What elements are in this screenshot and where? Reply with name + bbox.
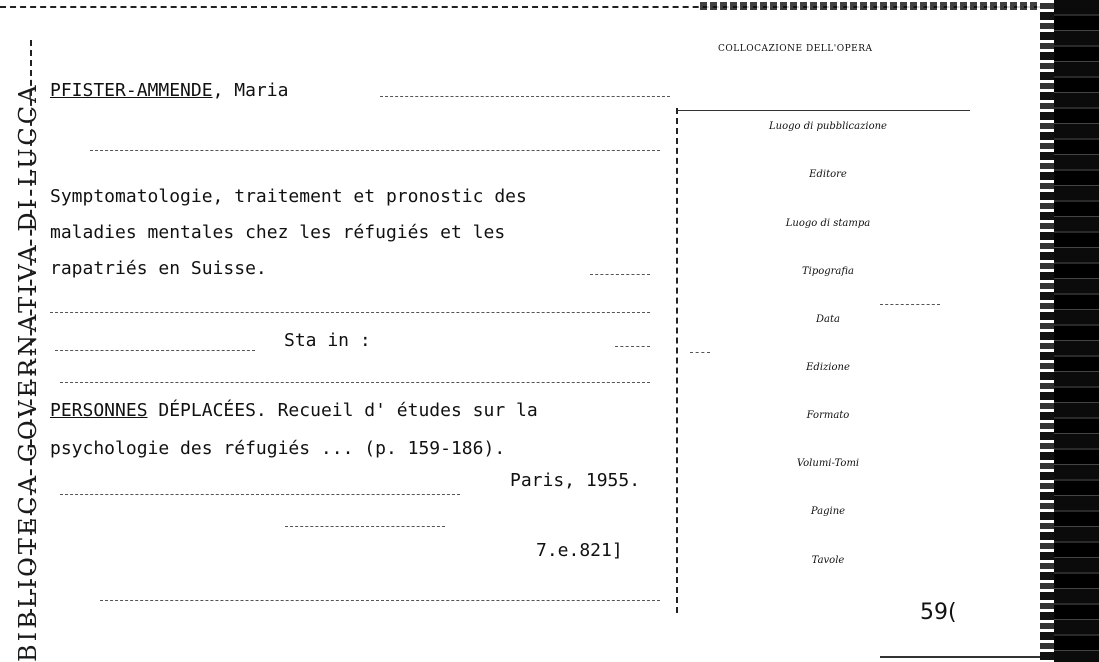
source-end-dash bbox=[60, 494, 460, 495]
shelfmark: 7.e.821] bbox=[536, 540, 623, 561]
fields-column-rule bbox=[676, 108, 678, 613]
source-place-date: Paris, 1955. bbox=[510, 470, 641, 491]
blank-dash-1 bbox=[90, 150, 660, 151]
title-line-2: maladies mentales chez les réfugiés et les bbox=[50, 222, 506, 243]
blank-dash-5 bbox=[100, 600, 660, 601]
author-surname: PFISTER-AMMENDE bbox=[50, 80, 213, 101]
library-stamp: BIBLIOTECA GOVERNATIVA DI LUCCA bbox=[14, 82, 42, 662]
sta-in-dash-right bbox=[615, 346, 650, 347]
field-volumes: Volumi-Tomi bbox=[796, 458, 860, 469]
card-right-edge-texture bbox=[1040, 0, 1054, 662]
sta-in-dash-left bbox=[55, 350, 255, 351]
source-title-rest: DÉPLACÉES. Recueil d' études sur la bbox=[147, 400, 538, 421]
blank-dash-3 bbox=[60, 382, 650, 383]
field-place-of-printing: Luogo di stampa bbox=[785, 218, 871, 229]
field-format: Formato bbox=[806, 410, 850, 421]
sta-in-label: Sta in : bbox=[284, 330, 371, 351]
author-first-name: , Maria bbox=[212, 80, 289, 101]
author-line bbox=[50, 80, 288, 101]
source-title-line-2: psychologie des réfugiés ... (p. 159-186). bbox=[50, 438, 506, 459]
field-pages: Pagine bbox=[810, 506, 846, 517]
blank-dash-2 bbox=[50, 312, 650, 313]
blank-dash-4 bbox=[285, 526, 445, 527]
card-top-scan-noise bbox=[700, 2, 1040, 10]
source-title-underlined: PERSONNES bbox=[50, 400, 148, 421]
field-dash-2 bbox=[690, 352, 710, 353]
field-edition: Edizione bbox=[806, 362, 850, 373]
card-bottom-edge bbox=[880, 656, 1040, 658]
field-place-of-publication: Luogo di pubblicazione bbox=[769, 121, 887, 132]
card-number: 59( bbox=[920, 600, 957, 625]
author-dash bbox=[380, 96, 670, 97]
source-title-line-1 bbox=[50, 400, 538, 421]
field-publisher: Editore bbox=[809, 169, 847, 180]
field-printer: Tipografia bbox=[801, 266, 855, 277]
fields-top-rule bbox=[676, 110, 970, 111]
field-plates: Tavole bbox=[811, 555, 845, 566]
title-end-dash bbox=[590, 274, 650, 275]
title-line-3: rapatriés en Suisse. bbox=[50, 258, 267, 279]
field-dash-1 bbox=[880, 304, 940, 305]
field-date: Data bbox=[816, 314, 840, 325]
left-margin-rule bbox=[30, 40, 32, 625]
collocation-header: COLLOCAZIONE DELL'OPERA bbox=[718, 44, 873, 54]
title-line-1: Symptomatologie, traitement et pronostic des bbox=[50, 186, 527, 207]
